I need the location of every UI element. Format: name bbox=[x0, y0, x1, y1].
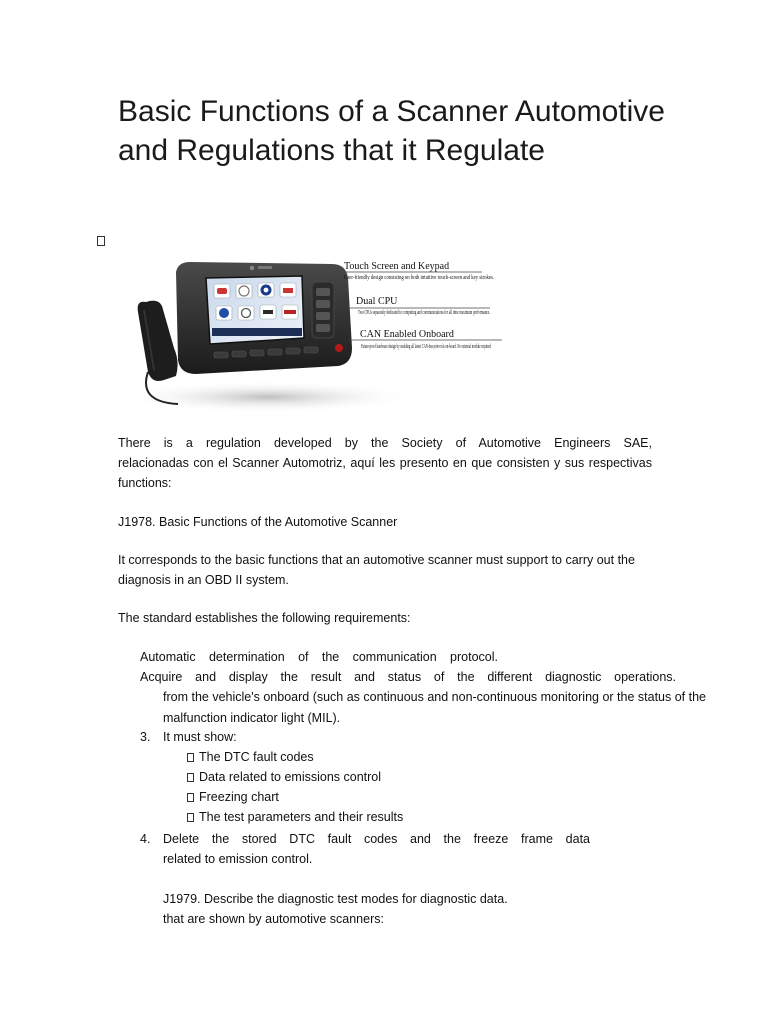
corresponds-line-1: It corresponds to the basic functions that an automotive scanner must support to carry out the bbox=[118, 553, 635, 567]
missing-glyph-icon bbox=[97, 236, 105, 246]
missing-glyph-icon bbox=[187, 753, 194, 762]
show-item-freezing-chart: Freezing chart bbox=[187, 787, 279, 807]
requirement-from-line-1: from the vehicle's onboard (such as continuous and non-continuous monitoring or the status of the bbox=[163, 690, 706, 704]
requirement-must-show: It must show: bbox=[163, 730, 237, 744]
missing-glyph-icon bbox=[187, 773, 194, 782]
missing-glyph-icon bbox=[187, 793, 194, 802]
list-number-3: 3. bbox=[140, 730, 151, 744]
j1979-line-2: that are shown by automotive scanners: bbox=[163, 912, 384, 926]
show-item-test-parameters: The test parameters and their results bbox=[187, 807, 403, 827]
requirement-delete-codes: Delete the stored DTC fault codes and the freeze frame data bbox=[163, 832, 590, 846]
intro-line-1: There is a regulation developed by the Society of Automotive Engineers SAE, bbox=[118, 436, 652, 450]
intro-paragraph bbox=[118, 433, 652, 493]
callout-touch-screen-text: User-friendly design consisting on both intuitive touch-screen and key strokes. bbox=[344, 274, 495, 281]
show-item-dtc-codes: The DTC fault codes bbox=[187, 747, 314, 767]
page-title: Basic Functions of a Scanner Automotive and Regulations that it Regulate bbox=[118, 95, 665, 167]
callout-can-text: Future-proof hardware design by enabling all latest CAN-bus protocols on-board. No external module required bbox=[361, 343, 492, 350]
intro-line-2: relacionadas con el Scanner Automotriz, aquí les presento en que consisten y sus respectivas bbox=[118, 456, 652, 470]
callout-dual-cpu-heading: Dual CPU bbox=[356, 296, 398, 307]
callout-can-heading: CAN Enabled Onboard bbox=[360, 329, 454, 340]
standard-statement: The standard establishes the following requirements: bbox=[118, 611, 411, 625]
missing-glyph-icon bbox=[187, 813, 194, 822]
j1979-line-1: J1979. Describe the diagnostic test modes for diagnostic data. bbox=[163, 892, 508, 906]
j1978-heading: J1978. Basic Functions of the Automotive Scanner bbox=[118, 515, 398, 529]
requirement-from-line-2: malfunction indicator light (MIL). bbox=[163, 711, 341, 725]
scanner-product-image bbox=[118, 252, 520, 412]
corresponds-paragraph bbox=[118, 550, 652, 590]
list-number-4: 4. bbox=[140, 832, 151, 846]
callout-touch-screen-heading: Touch Screen and Keypad bbox=[344, 261, 450, 272]
corresponds-line-2: diagnosis in an OBD II system. bbox=[118, 573, 289, 587]
callout-dual-cpu-text: Two CPUs separately dedicated to computing and communications for all time maximum performance. bbox=[358, 309, 491, 316]
requirement-acquire: Acquire and display the result and status of the different diagnostic operations. bbox=[140, 670, 676, 684]
intro-line-3: functions: bbox=[118, 476, 172, 490]
requirement-auto-determination: Automatic determination of the communication protocol. bbox=[140, 650, 498, 664]
show-item-emissions-data: Data related to emissions control bbox=[187, 767, 381, 787]
requirement-delete-codes-line-2: related to emission control. bbox=[163, 852, 313, 866]
